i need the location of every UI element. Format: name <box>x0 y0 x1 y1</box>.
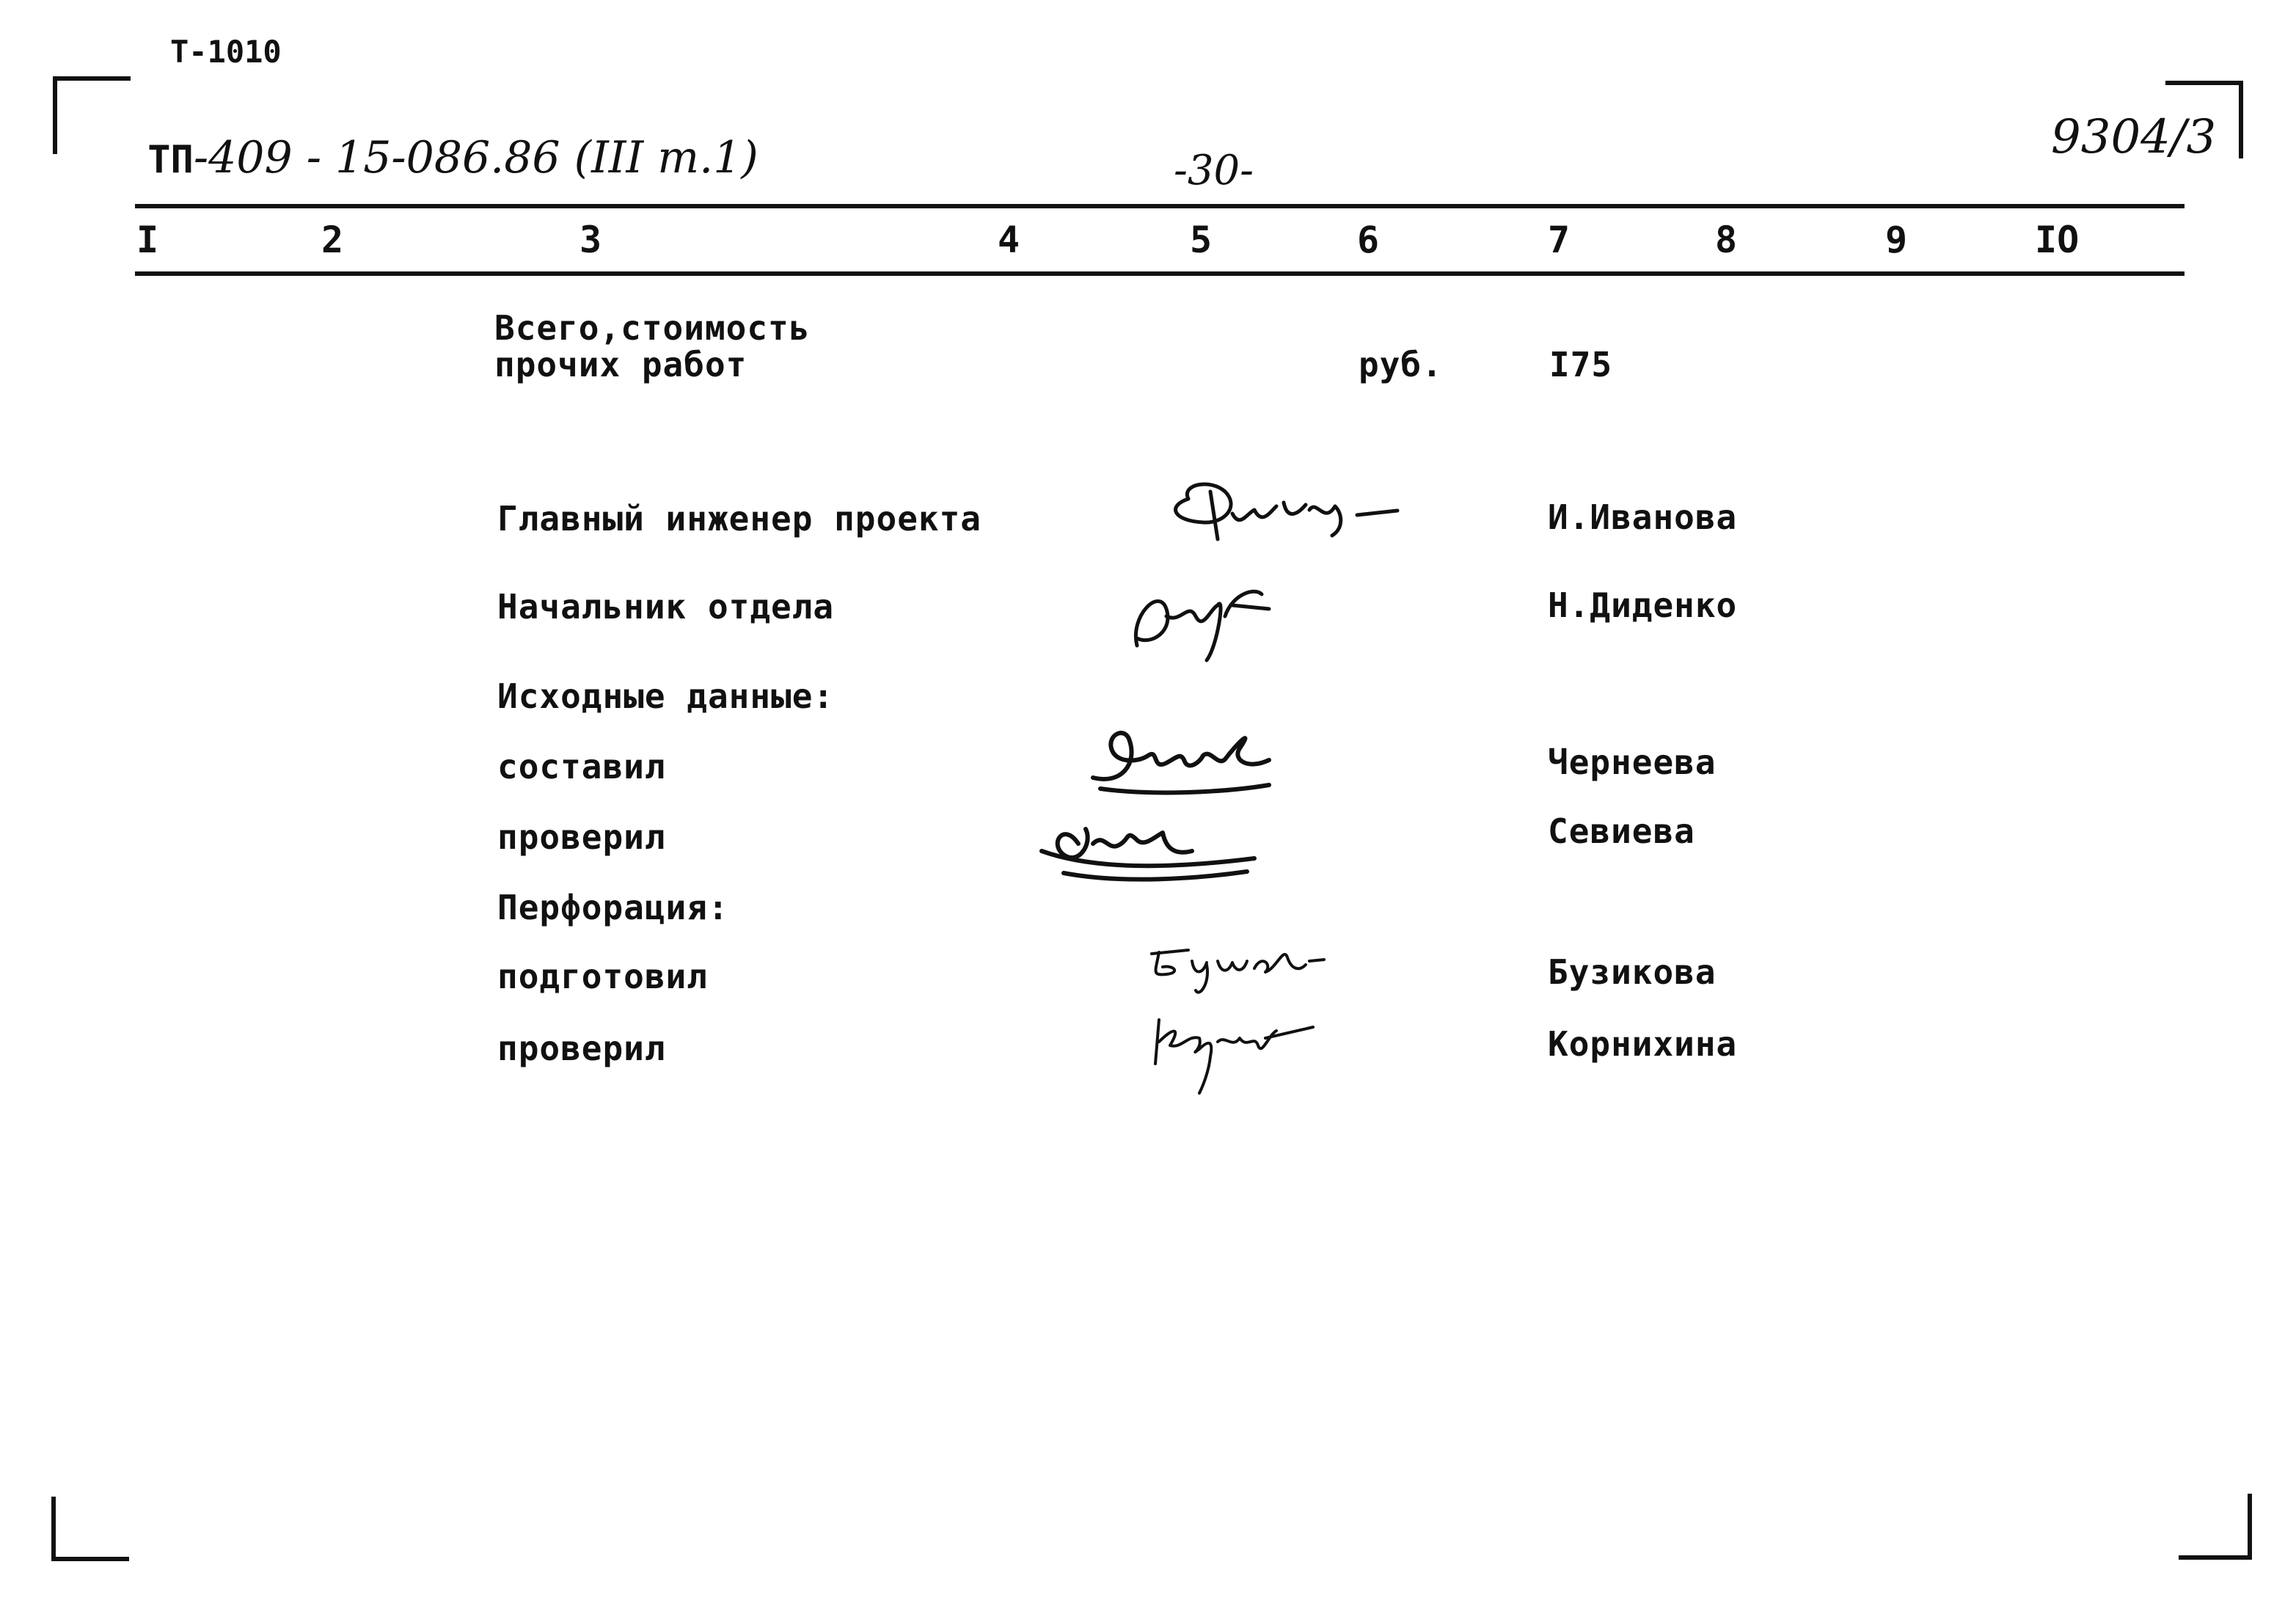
column-number: IO <box>2035 219 2080 261</box>
name-compiled: Чернеева <box>1548 742 1716 782</box>
role-chief-engineer: Главный инженер проекта <box>497 499 981 538</box>
signature-perforation-checked <box>1130 1005 1320 1100</box>
column-number: 7 <box>1548 219 1571 261</box>
signature-chief-engineer <box>1159 470 1408 558</box>
doc-prefix: ТП <box>147 138 194 182</box>
role-perforation-checked: проверил <box>497 1029 666 1068</box>
name-prepared: Бузикова <box>1548 952 1716 992</box>
signature-prepared <box>1137 932 1328 1012</box>
signature-department-head <box>1122 565 1284 675</box>
crop-mark-top-left <box>53 76 131 154</box>
signature-compiled <box>1078 719 1284 807</box>
form-code: Т-1010 <box>170 34 282 70</box>
name-department-head: Н.Диденко <box>1548 585 1738 625</box>
document-designation <box>134 119 758 183</box>
source-data-heading: Исходные данные: <box>497 676 835 716</box>
column-number: 2 <box>321 219 344 261</box>
column-number: 4 <box>998 219 1020 261</box>
role-prepared: подготовил <box>497 957 708 996</box>
name-chief-engineer: И.Иванова <box>1548 497 1738 537</box>
table-top-rule <box>135 204 2185 208</box>
role-compiled: составил <box>497 747 666 786</box>
signature-checked <box>1034 800 1269 895</box>
column-number: 8 <box>1715 219 1738 261</box>
page-number: -30- <box>1174 147 1254 194</box>
column-number: 5 <box>1190 219 1213 261</box>
column-number: 3 <box>580 219 602 261</box>
table-header-bottom-rule <box>135 271 2185 276</box>
role-department-head: Начальник отдела <box>497 587 835 627</box>
column-number: 6 <box>1357 219 1380 261</box>
total-unit: руб. <box>1359 345 1443 384</box>
column-number: 9 <box>1885 219 1908 261</box>
column-number: I <box>136 219 159 261</box>
total-label-line2: прочих работ <box>494 345 747 384</box>
crop-mark-bottom-right <box>2179 1494 2252 1560</box>
name-perforation-checked: Корнихина <box>1548 1024 1738 1064</box>
role-checked: проверил <box>497 817 666 857</box>
doc-designation-handwritten: -409 - 15-086.86 (III т.1) <box>193 132 758 183</box>
total-label-line1: Всего,стоимость <box>494 308 811 348</box>
name-checked: Севиева <box>1548 811 1695 851</box>
inventory-number: 9304/3 <box>2051 110 2217 164</box>
perforation-heading: Перфорация: <box>497 888 729 927</box>
crop-mark-bottom-left <box>51 1497 129 1561</box>
total-value: I75 <box>1549 345 1613 384</box>
